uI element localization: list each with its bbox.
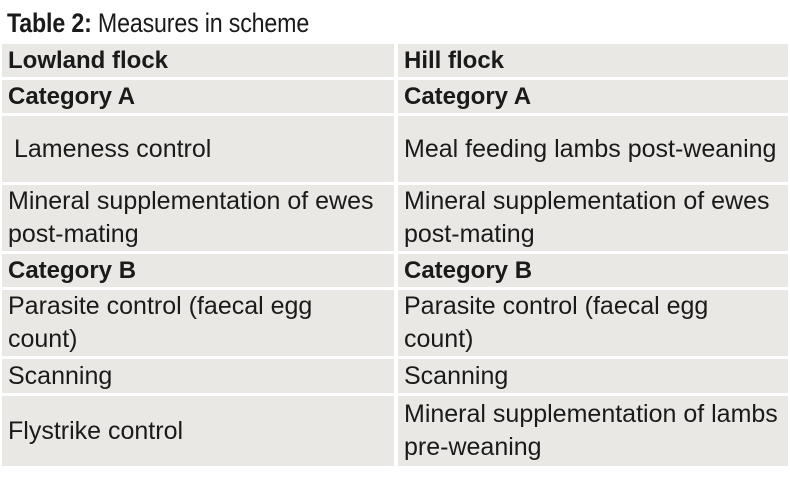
measures-table <box>2 44 788 466</box>
header-row <box>2 44 788 77</box>
hill-meal-feeding: Meal feeding lambs post-weaning <box>394 113 788 182</box>
lowland-scanning: Scanning <box>2 356 394 393</box>
table-row <box>2 356 788 393</box>
category-row <box>2 77 788 113</box>
lowland-lameness-control: Lameness control <box>14 134 212 163</box>
lowland-parasite-control: Parasite control (faecal egg count) <box>2 287 394 356</box>
table-caption <box>7 6 309 40</box>
hill-category-b: Category B <box>394 251 788 287</box>
header-lowland-flock: Lowland flock <box>2 44 394 77</box>
hill-parasite-control: Parasite control (faecal egg count) <box>394 287 788 356</box>
lowland-mineral-ewes: Mineral supplementation of ewes post-mating <box>2 182 394 251</box>
hill-category-a: Category A <box>394 77 788 113</box>
lowland-flystrike-control: Flystrike control <box>2 393 394 466</box>
table-caption-text: Measures in scheme <box>91 8 310 38</box>
table-row <box>2 393 788 466</box>
hill-scanning: Scanning <box>394 356 788 393</box>
category-row <box>2 251 788 287</box>
table-cell <box>2 113 394 182</box>
table-row <box>2 287 788 356</box>
table-caption-label: Table 2: <box>7 8 92 38</box>
hill-mineral-ewes: Mineral supplementation of ewes post-mating <box>394 182 788 251</box>
table-row <box>2 113 788 182</box>
lowland-category-a: Category A <box>2 77 394 113</box>
lowland-category-b: Category B <box>2 251 394 287</box>
table-row <box>2 182 788 251</box>
hill-mineral-lambs: Mineral supplementation of lambs pre-weaning <box>394 393 788 466</box>
header-hill-flock: Hill flock <box>394 44 788 77</box>
